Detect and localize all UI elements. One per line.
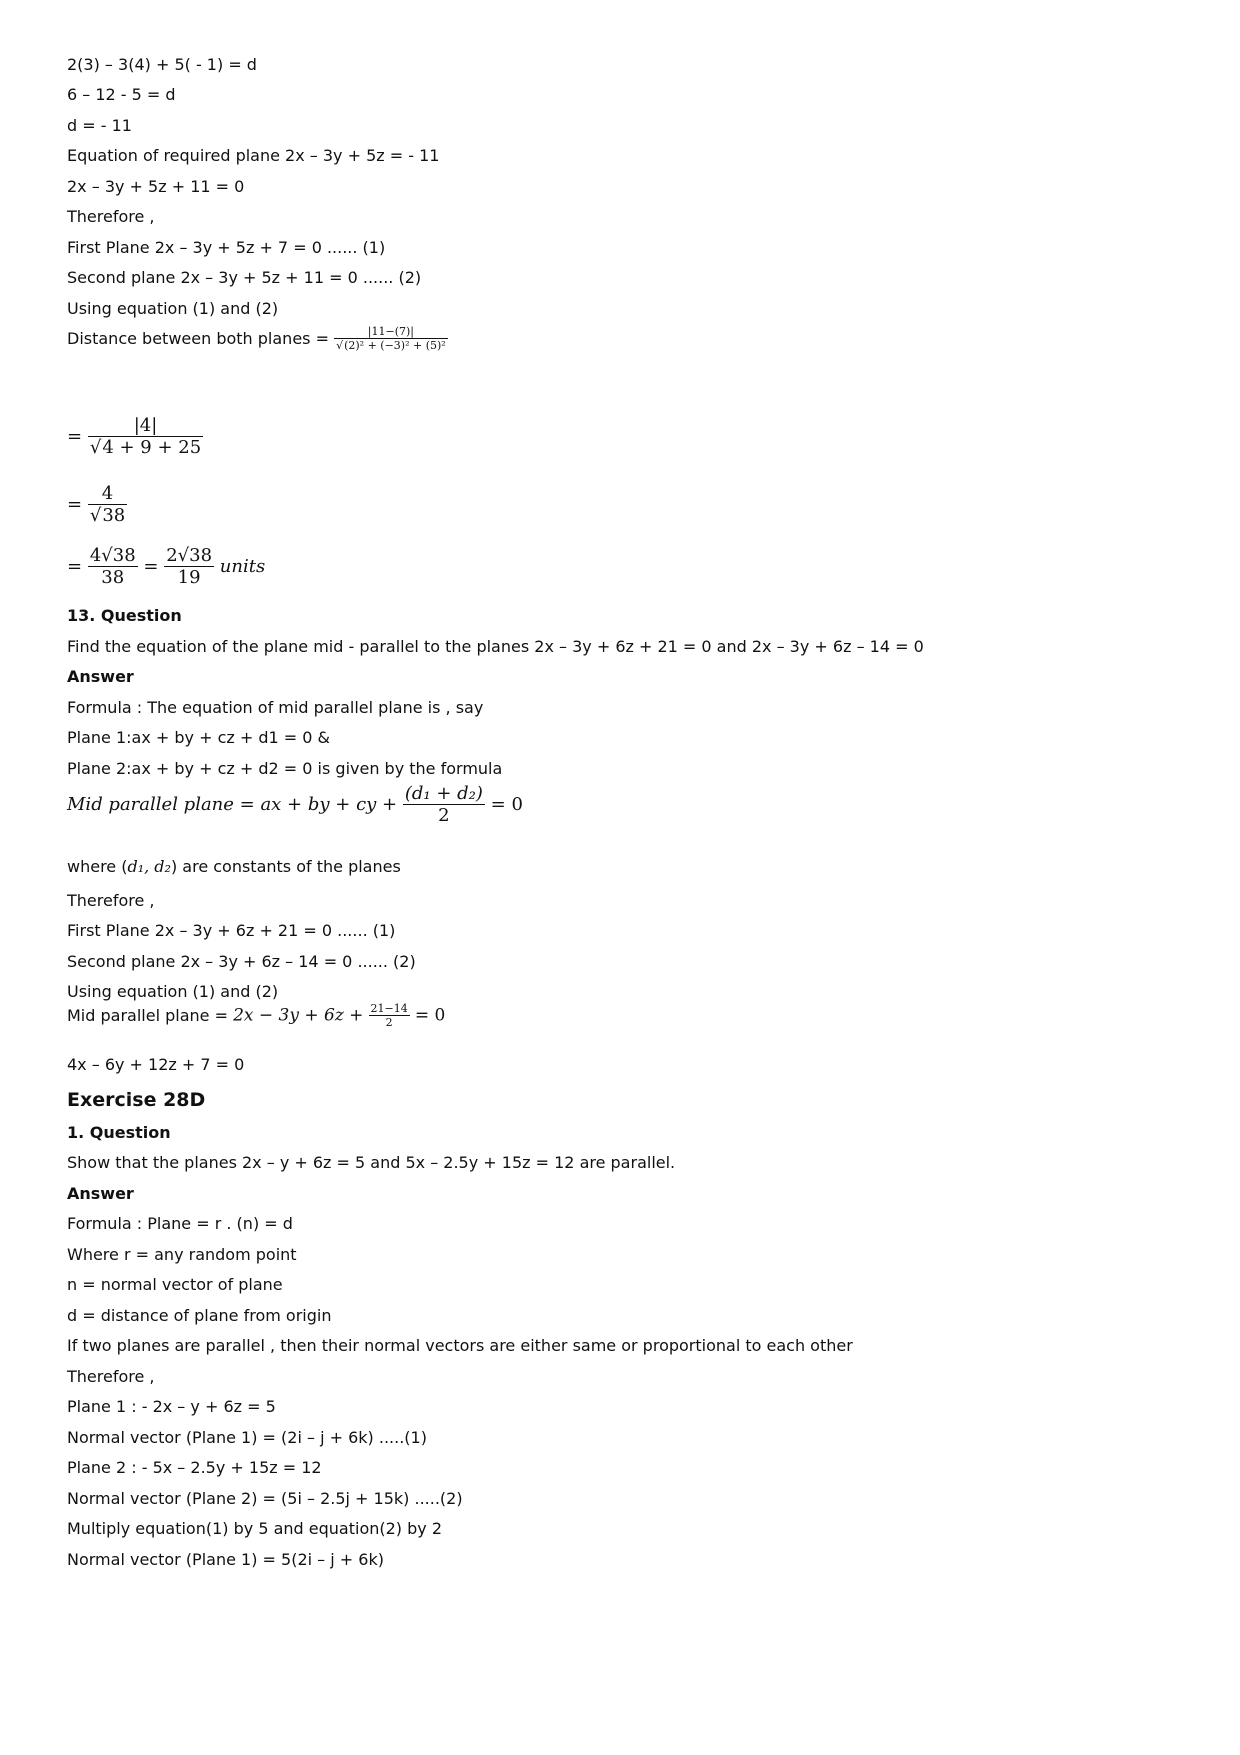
- text-line: Formula : The equation of mid parallel plane is , say: [67, 698, 484, 717]
- fraction-denominator: 38: [102, 505, 126, 526]
- fraction-numerator: (d₁ + d₂): [404, 783, 483, 804]
- text-line: Therefore ,: [67, 891, 155, 910]
- text-line: Using equation (1) and (2): [67, 982, 279, 1001]
- text-line: 2(3) – 3(4) + 5( - 1) = d: [67, 55, 257, 74]
- text-line: d = distance of plane from origin: [67, 1306, 332, 1325]
- text-line: If two planes are parallel , then their normal vectors are either same or proportional to each other: [67, 1336, 853, 1355]
- text-line: Plane 2 : - 5x – 2.5y + 15z = 12: [67, 1458, 322, 1477]
- text-line: Plane 2:ax + by + cz + d2 = 0 is given by the formula: [67, 759, 503, 778]
- text-line: Therefore ,: [67, 207, 155, 226]
- text-line: Normal vector (Plane 1) = (2i – j + 6k) .....(1): [67, 1428, 427, 1447]
- text-line: 2x – 3y + 5z + 11 = 0: [67, 177, 245, 196]
- fraction-denominator: 4 + 9 + 25: [102, 437, 202, 458]
- text-line: Plane 1:ax + by + cz + d1 = 0 &: [67, 728, 331, 747]
- fraction-denominator: 2: [438, 805, 450, 826]
- equals-sign: =: [67, 556, 83, 577]
- mid-parallel-formula: [67, 783, 523, 826]
- fraction-numerator: 4√38: [89, 545, 136, 566]
- sqrt-sign: √: [89, 437, 102, 458]
- equation-rhs: = 0: [414, 1005, 446, 1026]
- fraction-numerator: 21−14: [370, 1002, 408, 1015]
- sqrt-sign: √: [89, 505, 102, 526]
- formula-rhs: = 0: [490, 794, 523, 815]
- text-line: Formula : Plane = r . (n) = d: [67, 1214, 293, 1233]
- step-3: [67, 545, 265, 588]
- formula-lhs: Mid parallel plane = ax + by + cy +: [67, 794, 398, 815]
- step-3-fraction-a: [88, 545, 138, 588]
- text-line: First Plane 2x – 3y + 5z + 7 = 0 ...... (1): [67, 238, 386, 257]
- fraction-denominator: 19: [177, 567, 201, 588]
- mid-parallel-label: Mid parallel plane =: [67, 1006, 228, 1025]
- distance-fraction: [334, 325, 448, 352]
- mid-parallel-equation: [67, 1002, 445, 1029]
- text-line: 6 – 12 - 5 = d: [67, 85, 176, 104]
- fraction-numerator: 4: [88, 483, 127, 505]
- text-fragment: ) are constants of the planes: [170, 857, 401, 876]
- exercise-heading: Exercise 28D: [67, 1089, 206, 1111]
- step-2-fraction: [88, 483, 127, 526]
- text-line: Plane 1 : - 2x – y + 6z = 5: [67, 1397, 276, 1416]
- question-text: Find the equation of the plane mid - parallel to the planes 2x – 3y + 6z + 21 = 0 and 2x – 3y + 6z – 14 = 0: [67, 637, 924, 656]
- fraction-numerator: |11−(7)|: [334, 325, 448, 339]
- text-line: Second plane 2x – 3y + 6z – 14 = 0 ...... (2): [67, 952, 416, 971]
- text-line: Normal vector (Plane 1) = 5(2i – j + 6k): [67, 1550, 384, 1569]
- fraction-denominator: (2)² + (−3)² + (5)²: [344, 339, 446, 352]
- question-title: 1. Question: [67, 1123, 171, 1142]
- step-1: [67, 415, 203, 458]
- text-line: Normal vector (Plane 2) = (5i – 2.5j + 15k) .....(2): [67, 1489, 463, 1508]
- formula-fraction: [403, 783, 485, 826]
- constants-line: [67, 857, 401, 877]
- text-line: Where r = any random point: [67, 1245, 297, 1264]
- distance-label: Distance between both planes =: [67, 329, 329, 348]
- distance-formula: [67, 325, 448, 352]
- step-2: [67, 483, 127, 526]
- equation-fraction: [369, 1002, 410, 1029]
- text-line: First Plane 2x – 3y + 6z + 21 = 0 ...... (1): [67, 921, 396, 940]
- question-text: Show that the planes 2x – y + 6z = 5 and 5x – 2.5y + 15z = 12 are parallel.: [67, 1153, 676, 1172]
- text-line: Second plane 2x – 3y + 5z + 11 = 0 ...... (2): [67, 268, 422, 287]
- fraction-denominator: 38: [101, 567, 125, 588]
- step-1-fraction: [88, 415, 203, 458]
- step-3-fraction-b: [164, 545, 214, 588]
- text-line: Multiply equation(1) by 5 and equation(2) by 2: [67, 1519, 443, 1538]
- text-line: 4x – 6y + 12z + 7 = 0: [67, 1055, 245, 1074]
- answer-heading: Answer: [67, 667, 134, 686]
- answer-heading: Answer: [67, 1184, 134, 1203]
- question-title: 13. Question: [67, 606, 182, 625]
- fraction-numerator: 2√38: [166, 545, 213, 566]
- text-line: Using equation (1) and (2): [67, 299, 279, 318]
- sqrt-sign: √: [336, 339, 344, 352]
- units-label: units: [219, 556, 266, 577]
- equals-sign: =: [143, 556, 159, 577]
- equals-sign: =: [67, 426, 83, 447]
- text-line: Equation of required plane 2x – 3y + 5z = - 11: [67, 146, 440, 165]
- fraction-numerator: |4|: [88, 415, 203, 437]
- fraction-denominator: 2: [385, 1016, 393, 1029]
- text-line: Therefore ,: [67, 1367, 155, 1386]
- equals-sign: =: [67, 494, 83, 515]
- text-line: n = normal vector of plane: [67, 1275, 283, 1294]
- constants-symbols: d₁, d₂: [127, 857, 171, 876]
- text-fragment: where (: [67, 857, 128, 876]
- equation-lhs: 2x − 3y + 6z +: [233, 1005, 364, 1026]
- text-line: d = - 11: [67, 116, 132, 135]
